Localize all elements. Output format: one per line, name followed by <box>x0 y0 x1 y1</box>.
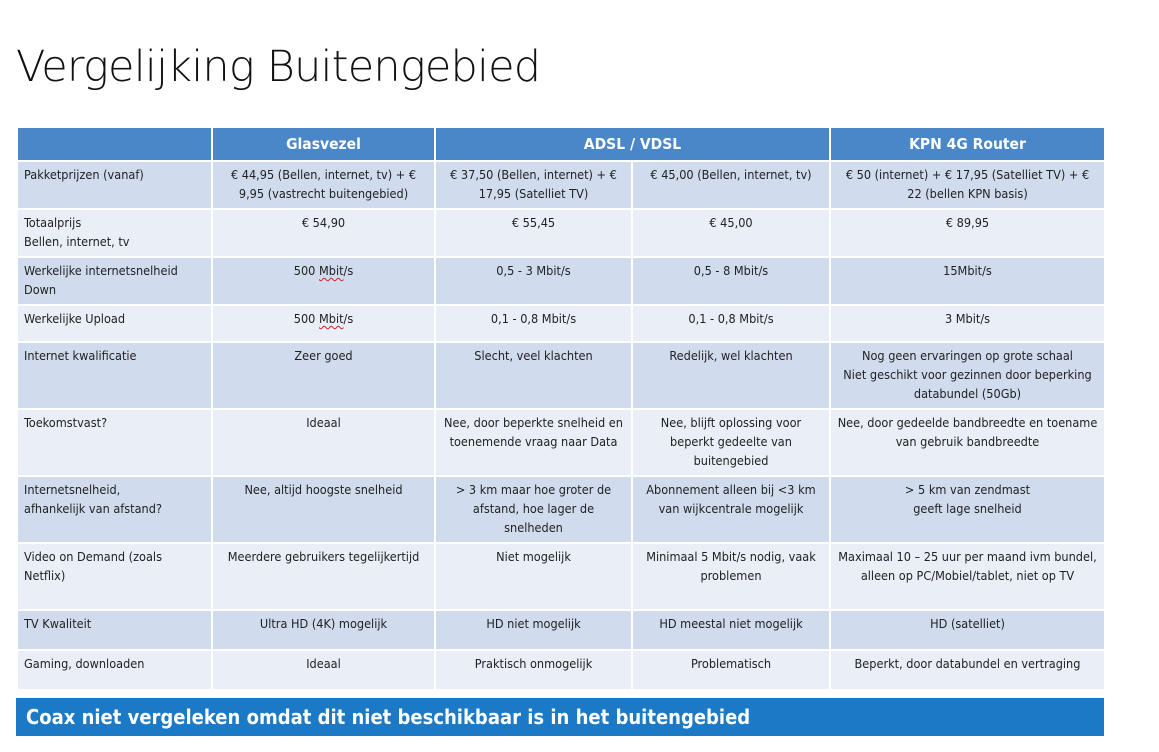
row-label: Pakketprijzen (vanaf) <box>17 161 212 209</box>
cell-kpn-4g: HD (satelliet) <box>830 610 1105 650</box>
row-label-line2: afhankelijk van afstand? <box>24 501 162 516</box>
spellcheck-word: Mbit <box>318 311 344 326</box>
comparison-table <box>16 126 1106 691</box>
table-header-row <box>17 127 1105 161</box>
header-kpn-4g-router: KPN 4G Router <box>830 127 1105 161</box>
row-label <box>17 209 212 257</box>
cell-kpn-4g: € 50 (internet) + € 17,95 (Satelliet TV) + € 22 (bellen KPN basis) <box>830 161 1105 209</box>
cell-adsl: € 55,45 <box>435 209 632 257</box>
row-label-line1: Werkelijke internetsnelheid <box>24 263 178 278</box>
cell-line2: geeft lage snelheid <box>913 501 1022 516</box>
cell-glasvezel: € 54,90 <box>212 209 435 257</box>
cell-adsl: HD niet mogelijk <box>435 610 632 650</box>
table-row <box>17 342 1105 409</box>
row-label-line1: Totaalprijs <box>24 215 82 230</box>
speed-suffix: /s <box>343 311 354 326</box>
cell-adsl: Praktisch onmogelijk <box>435 650 632 690</box>
cell-adsl: Slecht, veel klachten <box>435 342 632 409</box>
cell-adsl: € 37,50 (Bellen, internet) + € 17,95 (Satelliet TV) <box>435 161 632 209</box>
cell-vdsl: Nee, blijft oplossing voor beperkt gedeelte van buitengebied <box>632 409 830 476</box>
cell-vdsl: 0,1 - 0,8 Mbit/s <box>632 305 830 342</box>
row-label <box>17 476 212 543</box>
cell-glasvezel: Ultra HD (4K) mogelijk <box>212 610 435 650</box>
cell-glasvezel: Nee, altijd hoogste snelheid <box>212 476 435 543</box>
cell-vdsl: Problematisch <box>632 650 830 690</box>
row-label <box>17 257 212 305</box>
cell-adsl: Nee, door beperkte snelheid en toenemende vraag naar Data <box>435 409 632 476</box>
cell-adsl: 0,1 - 0,8 Mbit/s <box>435 305 632 342</box>
cell-glasvezel <box>212 257 435 305</box>
cell-vdsl: 0,5 - 8 Mbit/s <box>632 257 830 305</box>
cell-kpn-4g: Beperkt, door databundel en vertraging <box>830 650 1105 690</box>
row-label: TV Kwaliteit <box>17 610 212 650</box>
row-label: Gaming, downloaden <box>17 650 212 690</box>
cell-kpn-4g: 3 Mbit/s <box>830 305 1105 342</box>
table-row <box>17 409 1105 476</box>
row-label: Toekomstvast? <box>17 409 212 476</box>
cell-vdsl: € 45,00 (Bellen, internet, tv) <box>632 161 830 209</box>
cell-kpn-4g: 15Mbit/s <box>830 257 1105 305</box>
cell-glasvezel: Ideaal <box>212 650 435 690</box>
row-label-line2: Bellen, internet, tv <box>24 234 130 249</box>
cell-adsl: > 3 km maar hoe groter de afstand, hoe lager de snelheden <box>435 476 632 543</box>
header-adsl-vdsl: ADSL / VDSL <box>435 127 830 161</box>
speed-value: 500 <box>293 311 316 326</box>
cell-kpn-4g: Maximaal 10 – 25 uur per maand ivm bundel, alleen op PC/Mobiel/tablet, niet op TV <box>830 543 1105 610</box>
table-row <box>17 161 1105 209</box>
header-glasvezel: Glasvezel <box>212 127 435 161</box>
cell-adsl: 0,5 - 3 Mbit/s <box>435 257 632 305</box>
footer-note-banner: Coax niet vergeleken omdat dit niet beschikbaar is in het buitengebied <box>16 698 1104 736</box>
slide-title: Vergelijking Buitengebied <box>16 42 541 92</box>
cell-glasvezel: Zeer goed <box>212 342 435 409</box>
cell-kpn-4g <box>830 476 1105 543</box>
cell-kpn-4g: Nee, door gedeelde bandbreedte en toename van gebruik bandbreedte <box>830 409 1105 476</box>
cell-kpn-4g: € 89,95 <box>830 209 1105 257</box>
table-row <box>17 650 1105 690</box>
cell-glasvezel: Ideaal <box>212 409 435 476</box>
speed-value: 500 <box>293 263 316 278</box>
header-empty <box>17 127 212 161</box>
spellcheck-word: Mbit <box>318 263 344 278</box>
table-row <box>17 610 1105 650</box>
row-label-line1: Internetsnelheid, <box>24 482 121 497</box>
cell-line2: Niet geschikt voor gezinnen door beperking databundel (50Gb) <box>843 367 1092 401</box>
table-row <box>17 257 1105 305</box>
table-row <box>17 209 1105 257</box>
cell-vdsl: HD meestal niet mogelijk <box>632 610 830 650</box>
table-row <box>17 476 1105 543</box>
comparison-table-container <box>16 126 1104 691</box>
cell-vdsl: Minimaal 5 Mbit/s nodig, vaak problemen <box>632 543 830 610</box>
cell-glasvezel <box>212 305 435 342</box>
row-label-line2: Down <box>24 282 57 297</box>
table-row <box>17 543 1105 610</box>
cell-adsl: Niet mogelijk <box>435 543 632 610</box>
row-label: Werkelijke Upload <box>17 305 212 342</box>
speed-suffix: /s <box>343 263 354 278</box>
cell-vdsl: Abonnement alleen bij <3 km van wijkcentrale mogelijk <box>632 476 830 543</box>
cell-vdsl: Redelijk, wel klachten <box>632 342 830 409</box>
cell-vdsl: € 45,00 <box>632 209 830 257</box>
cell-line1: Nog geen ervaringen op grote schaal <box>862 348 1073 363</box>
cell-glasvezel: Meerdere gebruikers tegelijkertijd <box>212 543 435 610</box>
row-label: Internet kwalificatie <box>17 342 212 409</box>
cell-kpn-4g <box>830 342 1105 409</box>
cell-glasvezel: € 44,95 (Bellen, internet, tv) + € 9,95 (vastrecht buitengebied) <box>212 161 435 209</box>
table-row <box>17 305 1105 342</box>
row-label: Video on Demand (zoals Netflix) <box>17 543 212 610</box>
cell-line1: > 5 km van zendmast <box>904 482 1031 497</box>
